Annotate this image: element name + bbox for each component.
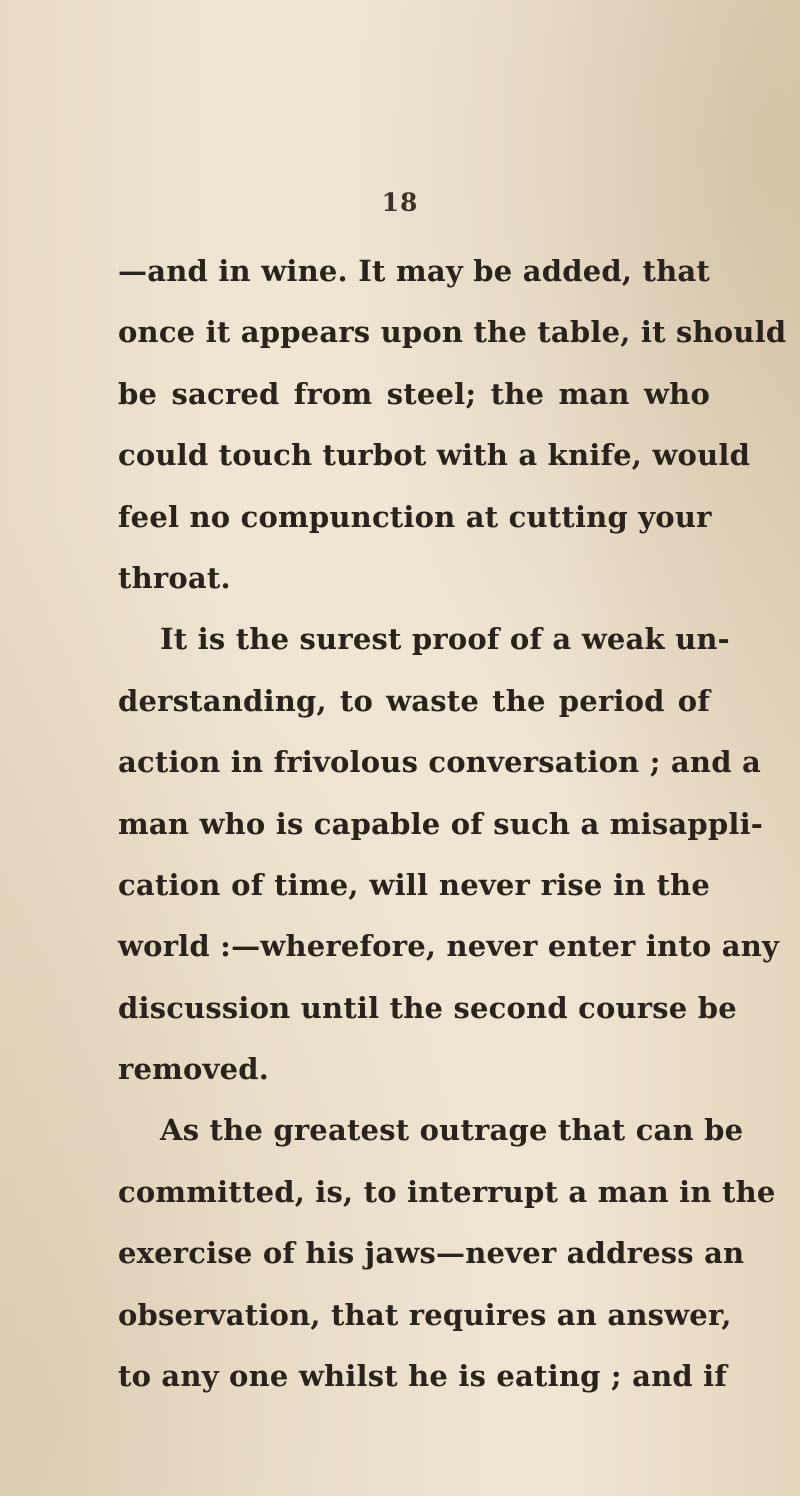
body-text	[118, 241, 787, 1407]
text-line: discussion until the second course be	[118, 990, 737, 1025]
text-line: It is the surest proof of a weak un-	[160, 622, 730, 657]
text-line: world :—wherefore, never enter into any	[118, 929, 780, 964]
text-line: man who is capable of such a misappli-	[118, 806, 764, 841]
text-line: action in frivolous conversation ; and a	[118, 745, 761, 780]
text-line: throat.	[118, 560, 231, 595]
text-line: cation of time, will never rise in the	[118, 867, 710, 902]
text-line: feel no compunction at cutting your	[118, 499, 712, 534]
text-line: committed, is, to interrupt a man in the	[118, 1174, 776, 1209]
text-line: be sacred from steel; the man who	[118, 376, 710, 411]
text-line: derstanding, to waste the period of	[118, 683, 710, 718]
text-line: exercise of his jaws—never address an	[118, 1236, 745, 1271]
text-line: once it appears upon the table, it should	[118, 315, 787, 350]
text-line: As the greatest outrage that can be	[160, 1113, 744, 1148]
text-line: —and in wine. It may be added, that	[118, 254, 710, 288]
text-line: to any one whilst he is eating ; and if	[118, 1359, 728, 1394]
page-number: 18	[381, 188, 419, 217]
text-line: observation, that requires an answer,	[118, 1297, 732, 1332]
text-line: removed.	[118, 1052, 270, 1087]
text-line: could touch turbot with a knife, would	[118, 438, 751, 473]
